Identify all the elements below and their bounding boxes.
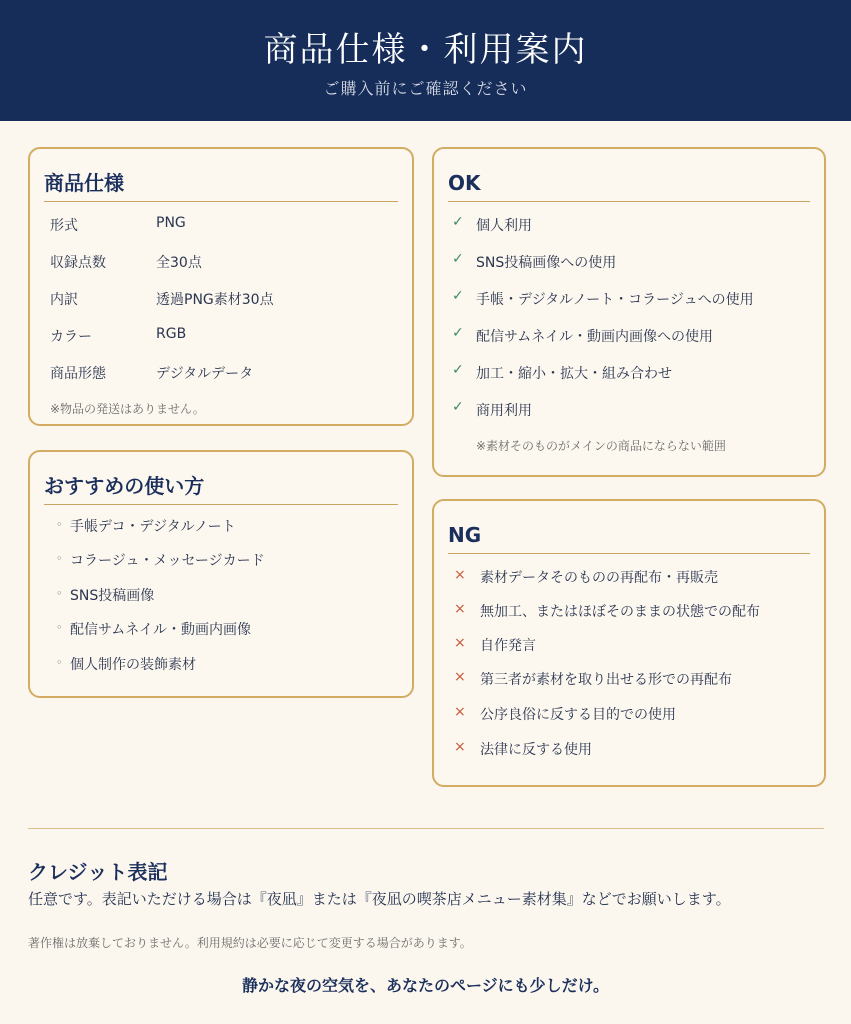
spec-label: 収録点数	[50, 255, 106, 271]
ng-heading: NG	[448, 521, 810, 554]
bullet-icon: ◦	[56, 587, 63, 600]
check-icon: ✓	[452, 399, 464, 415]
copyright-note: 著作権は放棄しておりません。利用規約は必要に応じて変更する場合があります。	[28, 936, 472, 950]
bullet-icon: ◦	[56, 621, 63, 634]
page-subtitle: ご購入前にご確認ください	[323, 79, 528, 98]
spec-value: RGB	[156, 326, 187, 342]
spec-value: 透過PNG素材30点	[156, 292, 274, 308]
check-icon: ✓	[452, 251, 464, 267]
ng-item: 法律に反する使用	[480, 742, 592, 758]
tagline: 静かな夜の空気を、あなたのページにも少しだけ。	[241, 976, 610, 995]
ok-item: 手帳・デジタルノート・コラージュへの使用	[476, 292, 754, 308]
cross-icon: ×	[454, 739, 466, 755]
ng-card	[432, 499, 826, 787]
bullet-icon: ◦	[56, 656, 63, 669]
spec-value: デジタルデータ	[156, 366, 254, 382]
bullet-icon: ◦	[56, 552, 63, 565]
spec-label: カラー	[50, 329, 92, 345]
spec-note: ※物品の発送はありません。	[50, 402, 205, 416]
cross-icon: ×	[454, 704, 466, 720]
cross-icon: ×	[454, 669, 466, 685]
check-icon: ✓	[452, 288, 464, 304]
credit-heading: クレジット表記	[28, 860, 168, 884]
spec-label: 商品形態	[50, 366, 106, 382]
page-header	[0, 0, 851, 121]
ng-item: 自作発言	[480, 638, 536, 654]
ng-item: 第三者が素材を取り出せる形での再配布	[480, 672, 732, 688]
spec-value: PNG	[156, 215, 186, 231]
ok-note: ※素材そのものがメインの商品にならない範囲	[476, 439, 726, 453]
check-icon: ✓	[452, 362, 464, 378]
ok-item: 個人利用	[476, 218, 532, 234]
credit-text: 任意です。表記いただける場合は『夜凪』または『夜凪の喫茶店メニュー素材集』などでお願いします。	[28, 890, 731, 908]
check-icon: ✓	[452, 325, 464, 341]
spec-label: 形式	[50, 218, 78, 234]
cross-icon: ×	[454, 601, 466, 617]
ok-item: 加工・縮小・拡大・組み合わせ	[476, 366, 672, 382]
spec-heading: 商品仕様	[44, 169, 398, 202]
bullet-icon: ◦	[56, 518, 63, 531]
recommend-item: 個人制作の装飾素材	[70, 657, 196, 673]
recommend-heading: おすすめの使い方	[44, 472, 398, 505]
check-icon: ✓	[452, 214, 464, 230]
recommend-item: コラージュ・メッセージカード	[70, 553, 265, 569]
ok-item: 配信サムネイル・動画内画像への使用	[476, 329, 714, 345]
ng-item: 公序良俗に反する目的での使用	[480, 707, 676, 723]
ok-heading: OK	[448, 169, 810, 202]
ng-item: 無加工、またはほぼそのままの状態での配布	[480, 604, 760, 620]
ng-item: 素材データそのものの再配布・再販売	[480, 570, 718, 586]
ok-card	[432, 147, 826, 477]
recommend-card	[28, 450, 414, 698]
ok-item: SNS投稿画像への使用	[476, 255, 617, 271]
recommend-item: 手帳デコ・デジタルノート	[70, 519, 236, 535]
spec-label: 内訳	[50, 292, 78, 308]
section-divider	[28, 828, 824, 829]
spec-value: 全30点	[156, 255, 202, 271]
spec-card	[28, 147, 414, 426]
recommend-item: SNS投稿画像	[70, 588, 155, 604]
recommend-item: 配信サムネイル・動画内画像	[70, 622, 252, 638]
cross-icon: ×	[454, 635, 466, 651]
ok-item: 商用利用	[476, 403, 532, 419]
page-title: 商品仕様・利用案内	[263, 30, 588, 70]
cross-icon: ×	[454, 567, 466, 583]
